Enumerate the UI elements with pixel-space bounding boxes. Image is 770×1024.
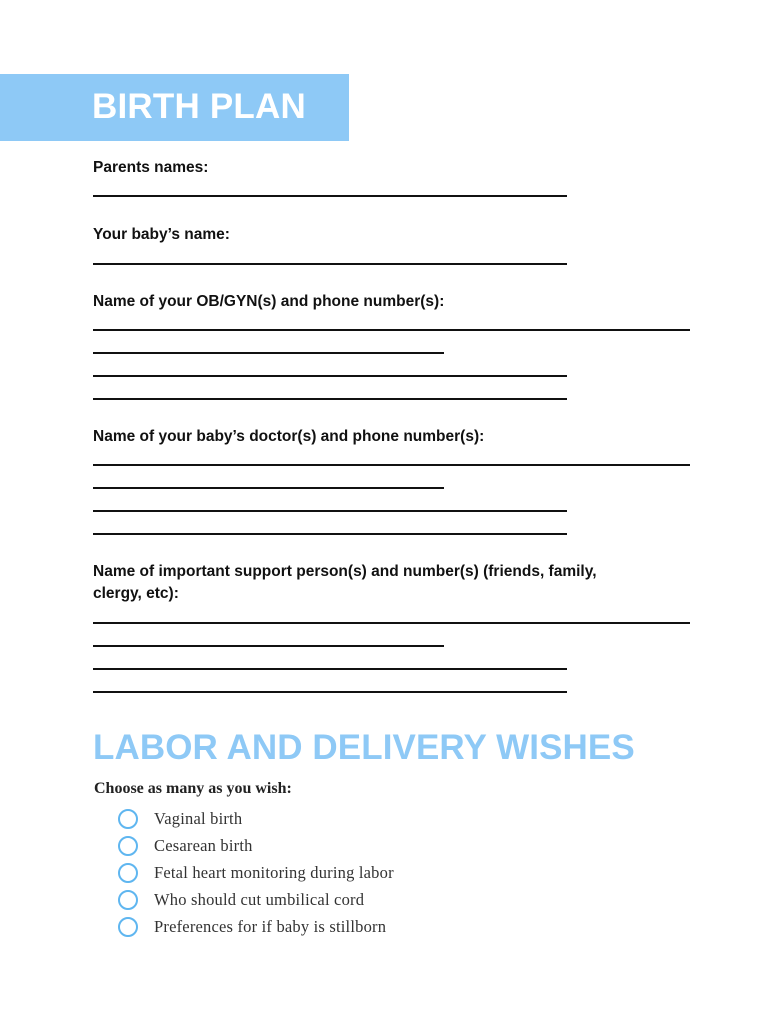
baby-name-field[interactable] bbox=[93, 263, 567, 265]
radio-circle-icon[interactable] bbox=[118, 863, 138, 883]
baby-doctor-field-line-3[interactable] bbox=[93, 510, 567, 512]
wishes-section-title: LABOR AND DELIVERY WISHES bbox=[93, 728, 635, 767]
radio-circle-icon[interactable] bbox=[118, 836, 138, 856]
support-persons-field-line-4[interactable] bbox=[93, 691, 567, 693]
parents-names-label: Parents names: bbox=[93, 159, 209, 176]
baby-doctor-field-line-1[interactable] bbox=[93, 464, 690, 466]
wishes-instruction: Choose as many as you wish: bbox=[94, 780, 292, 797]
radio-circle-icon[interactable] bbox=[118, 809, 138, 829]
support-persons-field-line-2[interactable] bbox=[93, 645, 444, 647]
option-cut-umbilical-cord[interactable] bbox=[118, 888, 364, 912]
baby-name-label: Your baby’s name: bbox=[93, 226, 230, 243]
parents-names-field[interactable] bbox=[93, 195, 567, 197]
option-fetal-heart-monitoring[interactable] bbox=[118, 861, 394, 885]
support-persons-label-line-2: clergy, etc): bbox=[93, 585, 179, 602]
page-title: BIRTH PLAN bbox=[92, 87, 306, 126]
support-persons-field-line-1[interactable] bbox=[93, 622, 690, 624]
baby-doctor-label: Name of your baby’s doctor(s) and phone number(s): bbox=[93, 428, 485, 445]
option-cesarean-birth[interactable] bbox=[118, 834, 253, 858]
radio-circle-icon[interactable] bbox=[118, 917, 138, 937]
option-label: Cesarean birth bbox=[154, 836, 253, 855]
support-persons-field-line-3[interactable] bbox=[93, 668, 567, 670]
option-stillborn-preferences[interactable] bbox=[118, 915, 386, 939]
option-label: Preferences for if baby is stillborn bbox=[154, 917, 387, 936]
option-label: Vaginal birth bbox=[154, 809, 243, 828]
obgyn-label: Name of your OB/GYN(s) and phone number(s): bbox=[93, 293, 445, 310]
baby-doctor-field-line-4[interactable] bbox=[93, 533, 567, 535]
radio-circle-icon[interactable] bbox=[118, 890, 138, 910]
support-persons-label-line-1: Name of important support person(s) and number(s) (friends, family, bbox=[93, 563, 597, 580]
option-vaginal-birth[interactable] bbox=[118, 807, 242, 831]
option-label: Fetal heart monitoring during labor bbox=[154, 863, 394, 882]
obgyn-field-line-3[interactable] bbox=[93, 375, 567, 377]
obgyn-field-line-1[interactable] bbox=[93, 329, 690, 331]
obgyn-field-line-2[interactable] bbox=[93, 352, 444, 354]
baby-doctor-field-line-2[interactable] bbox=[93, 487, 444, 489]
obgyn-field-line-4[interactable] bbox=[93, 398, 567, 400]
option-label: Who should cut umbilical cord bbox=[154, 890, 365, 909]
